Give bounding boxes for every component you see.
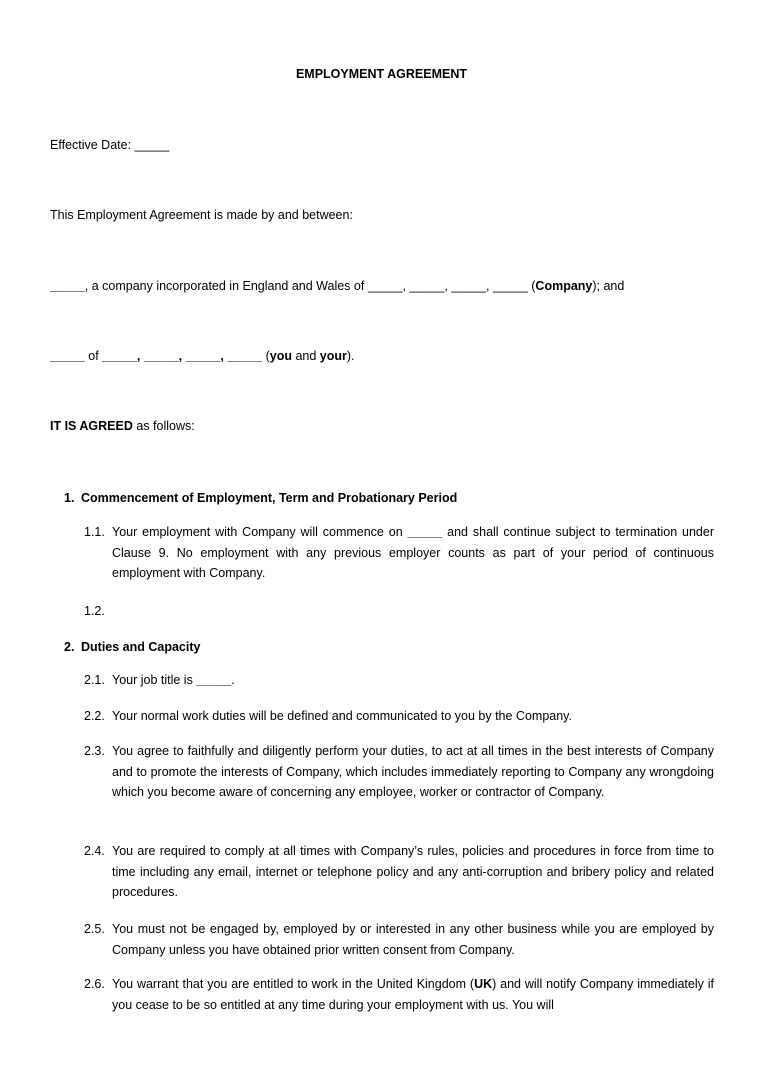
clause-1-1 <box>84 522 714 584</box>
clause-1-2 <box>84 601 714 622</box>
agreed-bold: IT IS AGREED <box>50 419 133 433</box>
effective-date-blank: _____ <box>134 138 170 152</box>
agreed-line <box>50 418 195 434</box>
your-defined-term: your <box>319 349 347 363</box>
you-defined-term: you <box>269 349 292 363</box>
section-title: Duties and Capacity <box>81 640 201 654</box>
start-date-blank: _____ <box>407 525 443 539</box>
employee-name-blank: _____ <box>50 349 85 363</box>
separator: , <box>220 349 224 363</box>
clause-text: Your normal work duties will be defined and communicated to you by the Company. <box>112 709 572 723</box>
clause-2-1 <box>84 670 714 691</box>
company-address-1: _____ <box>367 279 403 293</box>
clause-2-4 <box>84 841 714 903</box>
job-title-blank: _____ <box>196 673 232 687</box>
clause-number: 2.4. <box>84 844 105 858</box>
intro-paragraph: This Employment Agreement is made by and between: <box>50 208 353 222</box>
separator: , <box>444 279 448 293</box>
separator: , <box>136 349 141 363</box>
section-heading <box>64 490 457 506</box>
clause-text-part: Your job title is <box>112 673 197 687</box>
employee-address-1: _____ <box>102 349 137 363</box>
clause-text: You agree to faithfully and diligently perform your duties, to act at all times in the best interests of Company and to promote the interests of Company, which includes immediately reporting to Company any wrongdoing which you become aware of concerning any employee, worker or contractor of Company. <box>112 744 714 799</box>
section-number: 1. <box>64 491 75 505</box>
company-line-close: ); and <box>592 279 625 293</box>
clause-text: You must not be engaged by, employed by or interested in any other business while you are employed by Company unless you have obtained prior written consent from Company. <box>112 922 714 957</box>
clause-number: 2.5. <box>84 922 105 936</box>
company-name-blank: _____ <box>50 279 85 293</box>
paren-open: ( <box>262 349 270 363</box>
clause-number: 1.2. <box>84 604 105 618</box>
section-title: Commencement of Employment, Term and Probationary Period <box>81 491 458 505</box>
clause-number: 2.3. <box>84 744 105 758</box>
separator: , <box>486 279 490 293</box>
employee-line-close: ). <box>346 349 355 363</box>
clause-text <box>112 974 714 1015</box>
company-address-2: _____ <box>409 279 445 293</box>
separator: , <box>402 279 407 293</box>
separator: , <box>178 349 183 363</box>
clause-text-part: Your employment with Company will commence on <box>112 525 408 539</box>
party-company-line <box>50 278 624 294</box>
company-address-3: _____ <box>451 279 487 293</box>
party-employee-line <box>50 348 355 364</box>
clause-2-6 <box>84 974 714 1015</box>
employee-address-3: _____ <box>185 349 221 363</box>
clause-text <box>112 670 714 691</box>
clause-2-3 <box>84 741 714 803</box>
agreed-rest: as follows: <box>132 419 195 433</box>
effective-date-line <box>50 137 169 153</box>
clause-text-part: . <box>231 673 235 687</box>
clause-text-part: You warrant that you are entitled to work in the United Kingdom ( <box>112 977 475 991</box>
paren-open: ( <box>527 279 536 293</box>
employee-address-2: _____ <box>143 349 179 363</box>
clause-text <box>112 601 714 622</box>
document-title: EMPLOYMENT AGREEMENT <box>295 67 468 81</box>
section-heading <box>64 639 200 655</box>
clause-number: 2.6. <box>84 977 105 991</box>
company-description: , a company incorporated in England and Wales of <box>84 279 368 293</box>
section-number: 2. <box>64 640 75 654</box>
employee-address-4: _____ <box>227 349 263 363</box>
company-defined-term: Company <box>535 279 593 293</box>
employee-of: of <box>84 349 103 363</box>
clause-text: You are required to comply at all times with Company’s rules, policies and procedures in force from time to time including any email, internet or telephone policy and any anti-corruption and bribery policy and related procedures. <box>112 844 714 899</box>
clause-text-part: and shall continue subject to termination under Clause 9. No employment with any previous employer counts as part of your period of continuous employment with Company. <box>112 525 714 580</box>
clause-number: 1.1. <box>84 525 105 539</box>
and-word: and <box>291 349 320 363</box>
clause-text-part: ) and will notify Company immediately if you cease to be so entitled at any time during your employment with us. You will <box>112 977 714 1012</box>
company-address-4: _____ <box>493 279 528 293</box>
clause-number: 2.1. <box>84 673 105 687</box>
clause-number: 2.2. <box>84 709 105 723</box>
clause-2-5 <box>84 919 714 960</box>
uk-defined-term: UK <box>474 977 493 991</box>
clause-text <box>112 522 714 584</box>
clause-2-2 <box>84 706 714 727</box>
effective-date-label: Effective Date: <box>50 138 132 152</box>
